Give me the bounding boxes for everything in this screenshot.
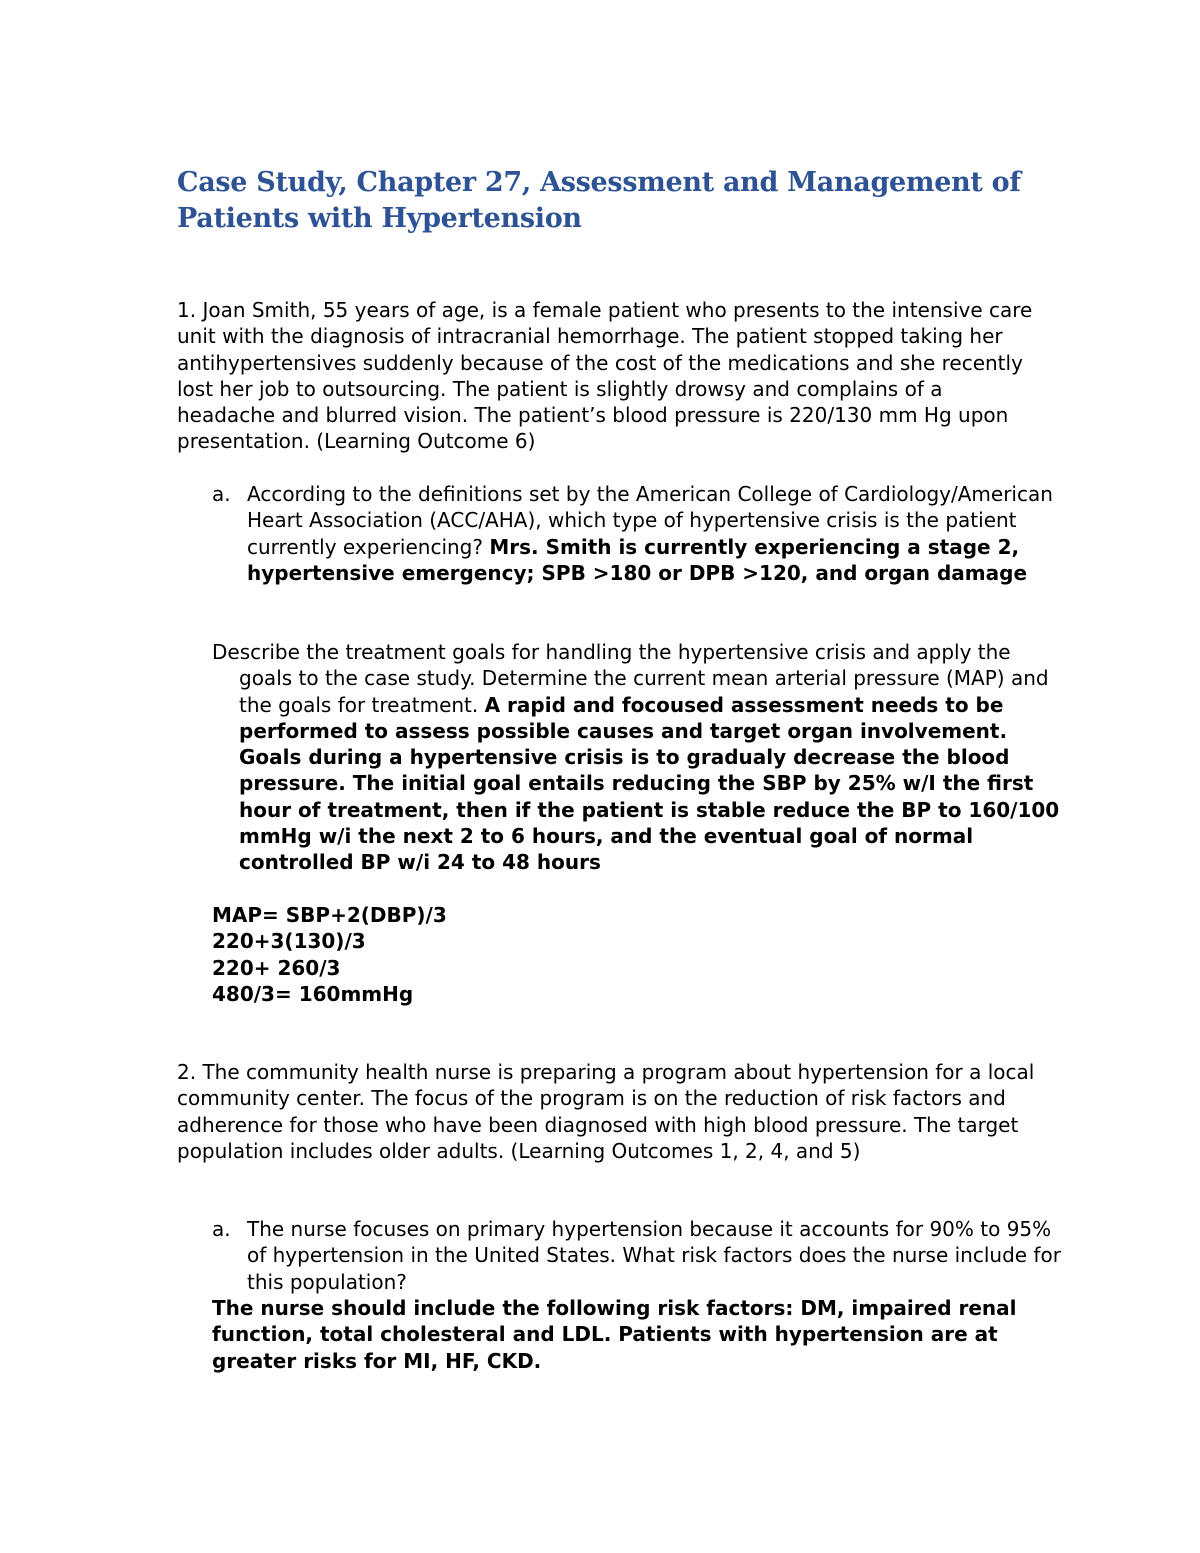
calc-line: MAP= SBP+2(DBP)/3 [212, 903, 447, 927]
question-2a [212, 1216, 1067, 1295]
question-2-text: 2. The community health nurse is preparing a program about hypertension for a local community center. The focus of the program is on the reduction of risk factors and adherence for those who have been diagnosed with high blood pressure. The target population includes older adults. (Learning Outcomes 1, 2, 4, and 5) [177, 1060, 1035, 1163]
question-2a-text: The nurse focuses on primary hypertension because it accounts for 90% to 95% of hypertension in the United States. What risk factors does the nurse include for this population? [247, 1217, 1061, 1294]
question-1b-prompt: Describe the treatment goals for handling the hypertensive crisis and apply the goals to the case study. Determine the current mean arterial pressure (MAP) and the goals for treatment. [212, 640, 1049, 717]
list-marker-a: a. [212, 1217, 231, 1241]
question-1b-answer: A rapid and focoused assessment needs to be performed to assess possible causes and target organ involvement. Goals during a hypertensive crisis is to gradualy decrease the blood pressure. The initial goal entails reducing the SBP by 25% w/I the first hour of treatment, then if the patient is stable reduce the BP to 160/100 mmHg w/i the next 2 to 6 hours, and the eventual goal of normal controlled BP w/i 24 to 48 hours [239, 692, 1060, 875]
calc-line: 220+ 260/3 [212, 955, 341, 980]
question-1-text: 1. Joan Smith, 55 years of age, is a female patient who presents to the intensive care unit with the diagnosis of intracranial hemorrhage. The patient stopped taking her antihypertensives suddenly because of the cost of the medications and she recently lost her job to outsourcing. The patient is slightly drowsy and complains of a headache and blurred vision. The patient’s blood pressure is 220/130 mm Hg upon presentation. (Learning Outcome 6) [177, 298, 1033, 454]
question-2a-answer: The nurse should include the following risk factors: DM, impaired renal function, total cholesteral and LDL. Patients with hypertension are at greater risks for MI, HF, CKD. [212, 1296, 1017, 1373]
list-marker-a: a. [212, 482, 231, 506]
question-1b [212, 639, 1069, 876]
question-1a [212, 481, 1067, 586]
calc-line: 220+3(130)/3 [212, 929, 366, 954]
question-1a-prompt: According to the definitions set by the American College of Cardiology/American Heart Association (ACC/AHA), which type of hypertensive crisis is the patient currently experiencing? [247, 482, 1053, 559]
calc-line: 480/3= 160mmHg [212, 981, 414, 1006]
question-1a-answer: Mrs. Smith is currently experiencing a stage 2, hypertensive emergency; SPB >180 or DPB >120, and organ damage [247, 534, 1028, 585]
map-calculation [212, 902, 812, 1007]
document-title: Case Study, Chapter 27, Assessment and Management of Patients with Hypertension [177, 167, 1021, 234]
question-1a-text [247, 481, 1067, 586]
